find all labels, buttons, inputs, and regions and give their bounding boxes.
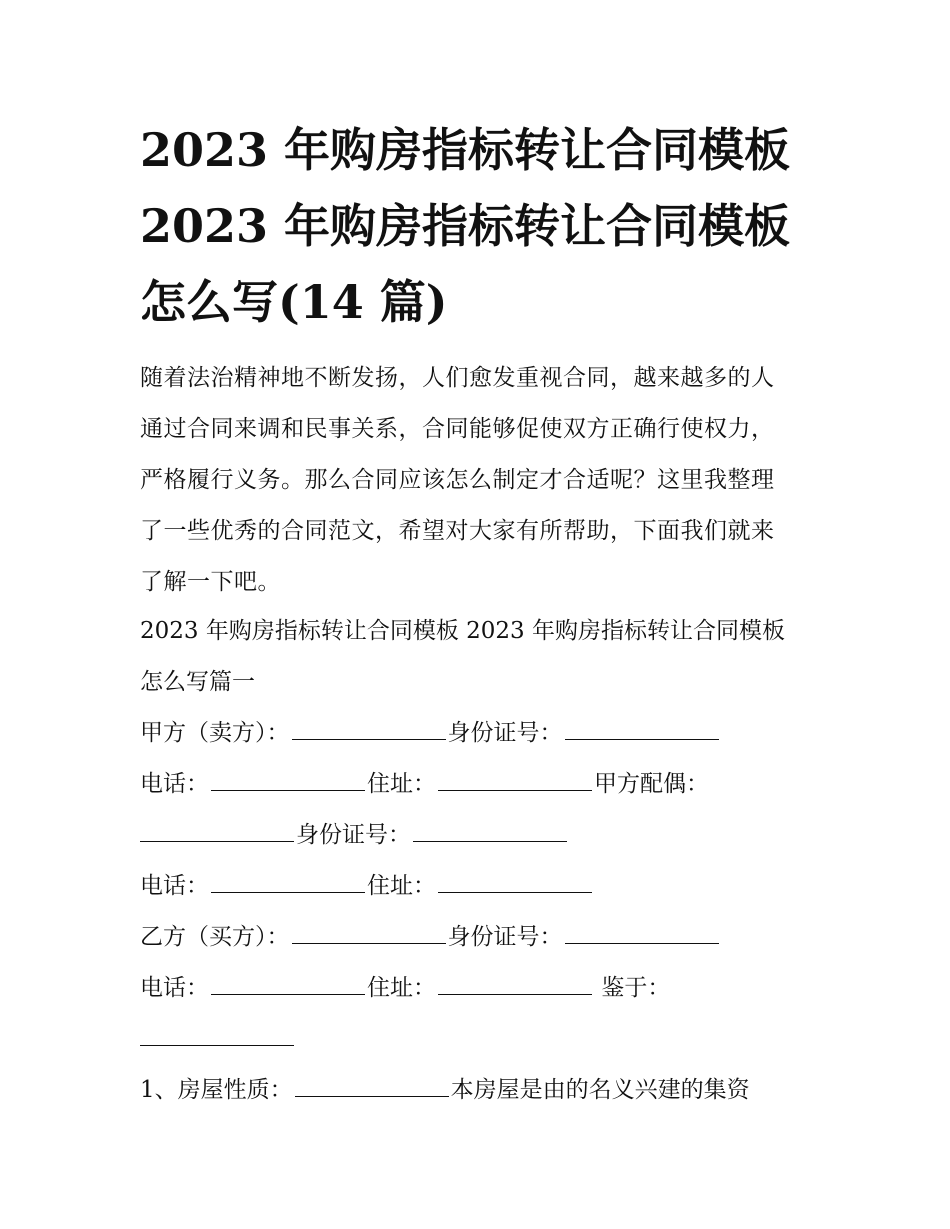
intro-line-1: 随着法治精神地不断发扬，人们愈发重视合同，越来越多的人: [140, 365, 775, 391]
party-b-blank: [292, 942, 446, 944]
spouse-address-label: 住址：: [367, 873, 436, 899]
spouse-id-blank: [413, 840, 567, 842]
party-b-id-label: 身份证号：: [447, 924, 563, 950]
whereas-label: 鉴于：: [601, 975, 671, 1001]
field-row-party-b: [140, 912, 820, 963]
contract-fields: [140, 708, 820, 1116]
section-heading: [140, 606, 820, 708]
party-b-address-label: 住址：: [367, 975, 436, 1001]
intro-line-3: 严格履行义务。那么合同应该怎么制定才合适呢？这里我整理: [140, 467, 775, 493]
section-heading-line-1: 2023 年购房指标转让合同模板 2023 年购房指标转让合同模板: [140, 618, 785, 644]
party-a-blank: [292, 738, 446, 740]
field-row-spouse-contact: [140, 861, 820, 912]
party-b-phone-label: 电话：: [140, 975, 209, 1001]
field-row-item-1: [140, 1065, 820, 1116]
phone-blank: [211, 789, 365, 791]
intro-line-4: 了一些优秀的合同范文，希望对大家有所帮助，下面我们就来: [140, 518, 775, 544]
intro-line-5: 了解一下吧。: [140, 569, 281, 595]
item-1-blank: [295, 1095, 449, 1097]
party-b-address-blank: [438, 993, 592, 995]
id-blank: [565, 738, 719, 740]
spouse-id-label: 身份证号：: [296, 822, 411, 848]
party-b-id-blank: [565, 942, 719, 944]
title-line-2: 2023 年购房指标转让合同模板: [140, 199, 791, 253]
field-row-party-b-contact: [140, 963, 820, 1014]
document-title: [140, 112, 830, 340]
spouse-blank: [140, 840, 294, 842]
spouse-label: 甲方配偶：: [594, 771, 709, 797]
id-label: 身份证号：: [447, 720, 563, 746]
spouse-address-blank: [438, 891, 592, 893]
field-row-whereas: [140, 1014, 820, 1065]
field-row-spouse: [140, 810, 820, 861]
intro-line-2: 通过合同来调和民事关系，合同能够促使双方正确行使权力，: [140, 416, 775, 442]
intro-paragraph: [140, 353, 820, 608]
spouse-phone-blank: [211, 891, 365, 893]
title-line-3: 怎么写(14 篇): [140, 275, 448, 329]
address-label: 住址：: [367, 771, 436, 797]
whereas-blank: [140, 1044, 294, 1046]
item-1-label: 1、房屋性质：: [140, 1077, 293, 1103]
item-1-text: 本房屋是由的名义兴建的集资: [450, 1077, 750, 1103]
party-a-label: 甲方（卖方）：: [140, 720, 290, 746]
party-b-phone-blank: [211, 993, 365, 995]
title-line-1: 2023 年购房指标转让合同模板: [140, 123, 791, 177]
spouse-phone-label: 电话：: [140, 873, 209, 899]
phone-label: 电话：: [140, 771, 209, 797]
field-row-party-a: [140, 708, 820, 759]
party-b-label: 乙方（买方）：: [140, 924, 290, 950]
section-heading-line-2: 怎么写篇一: [140, 669, 255, 695]
field-row-party-a-contact: [140, 759, 820, 810]
address-blank: [438, 789, 592, 791]
